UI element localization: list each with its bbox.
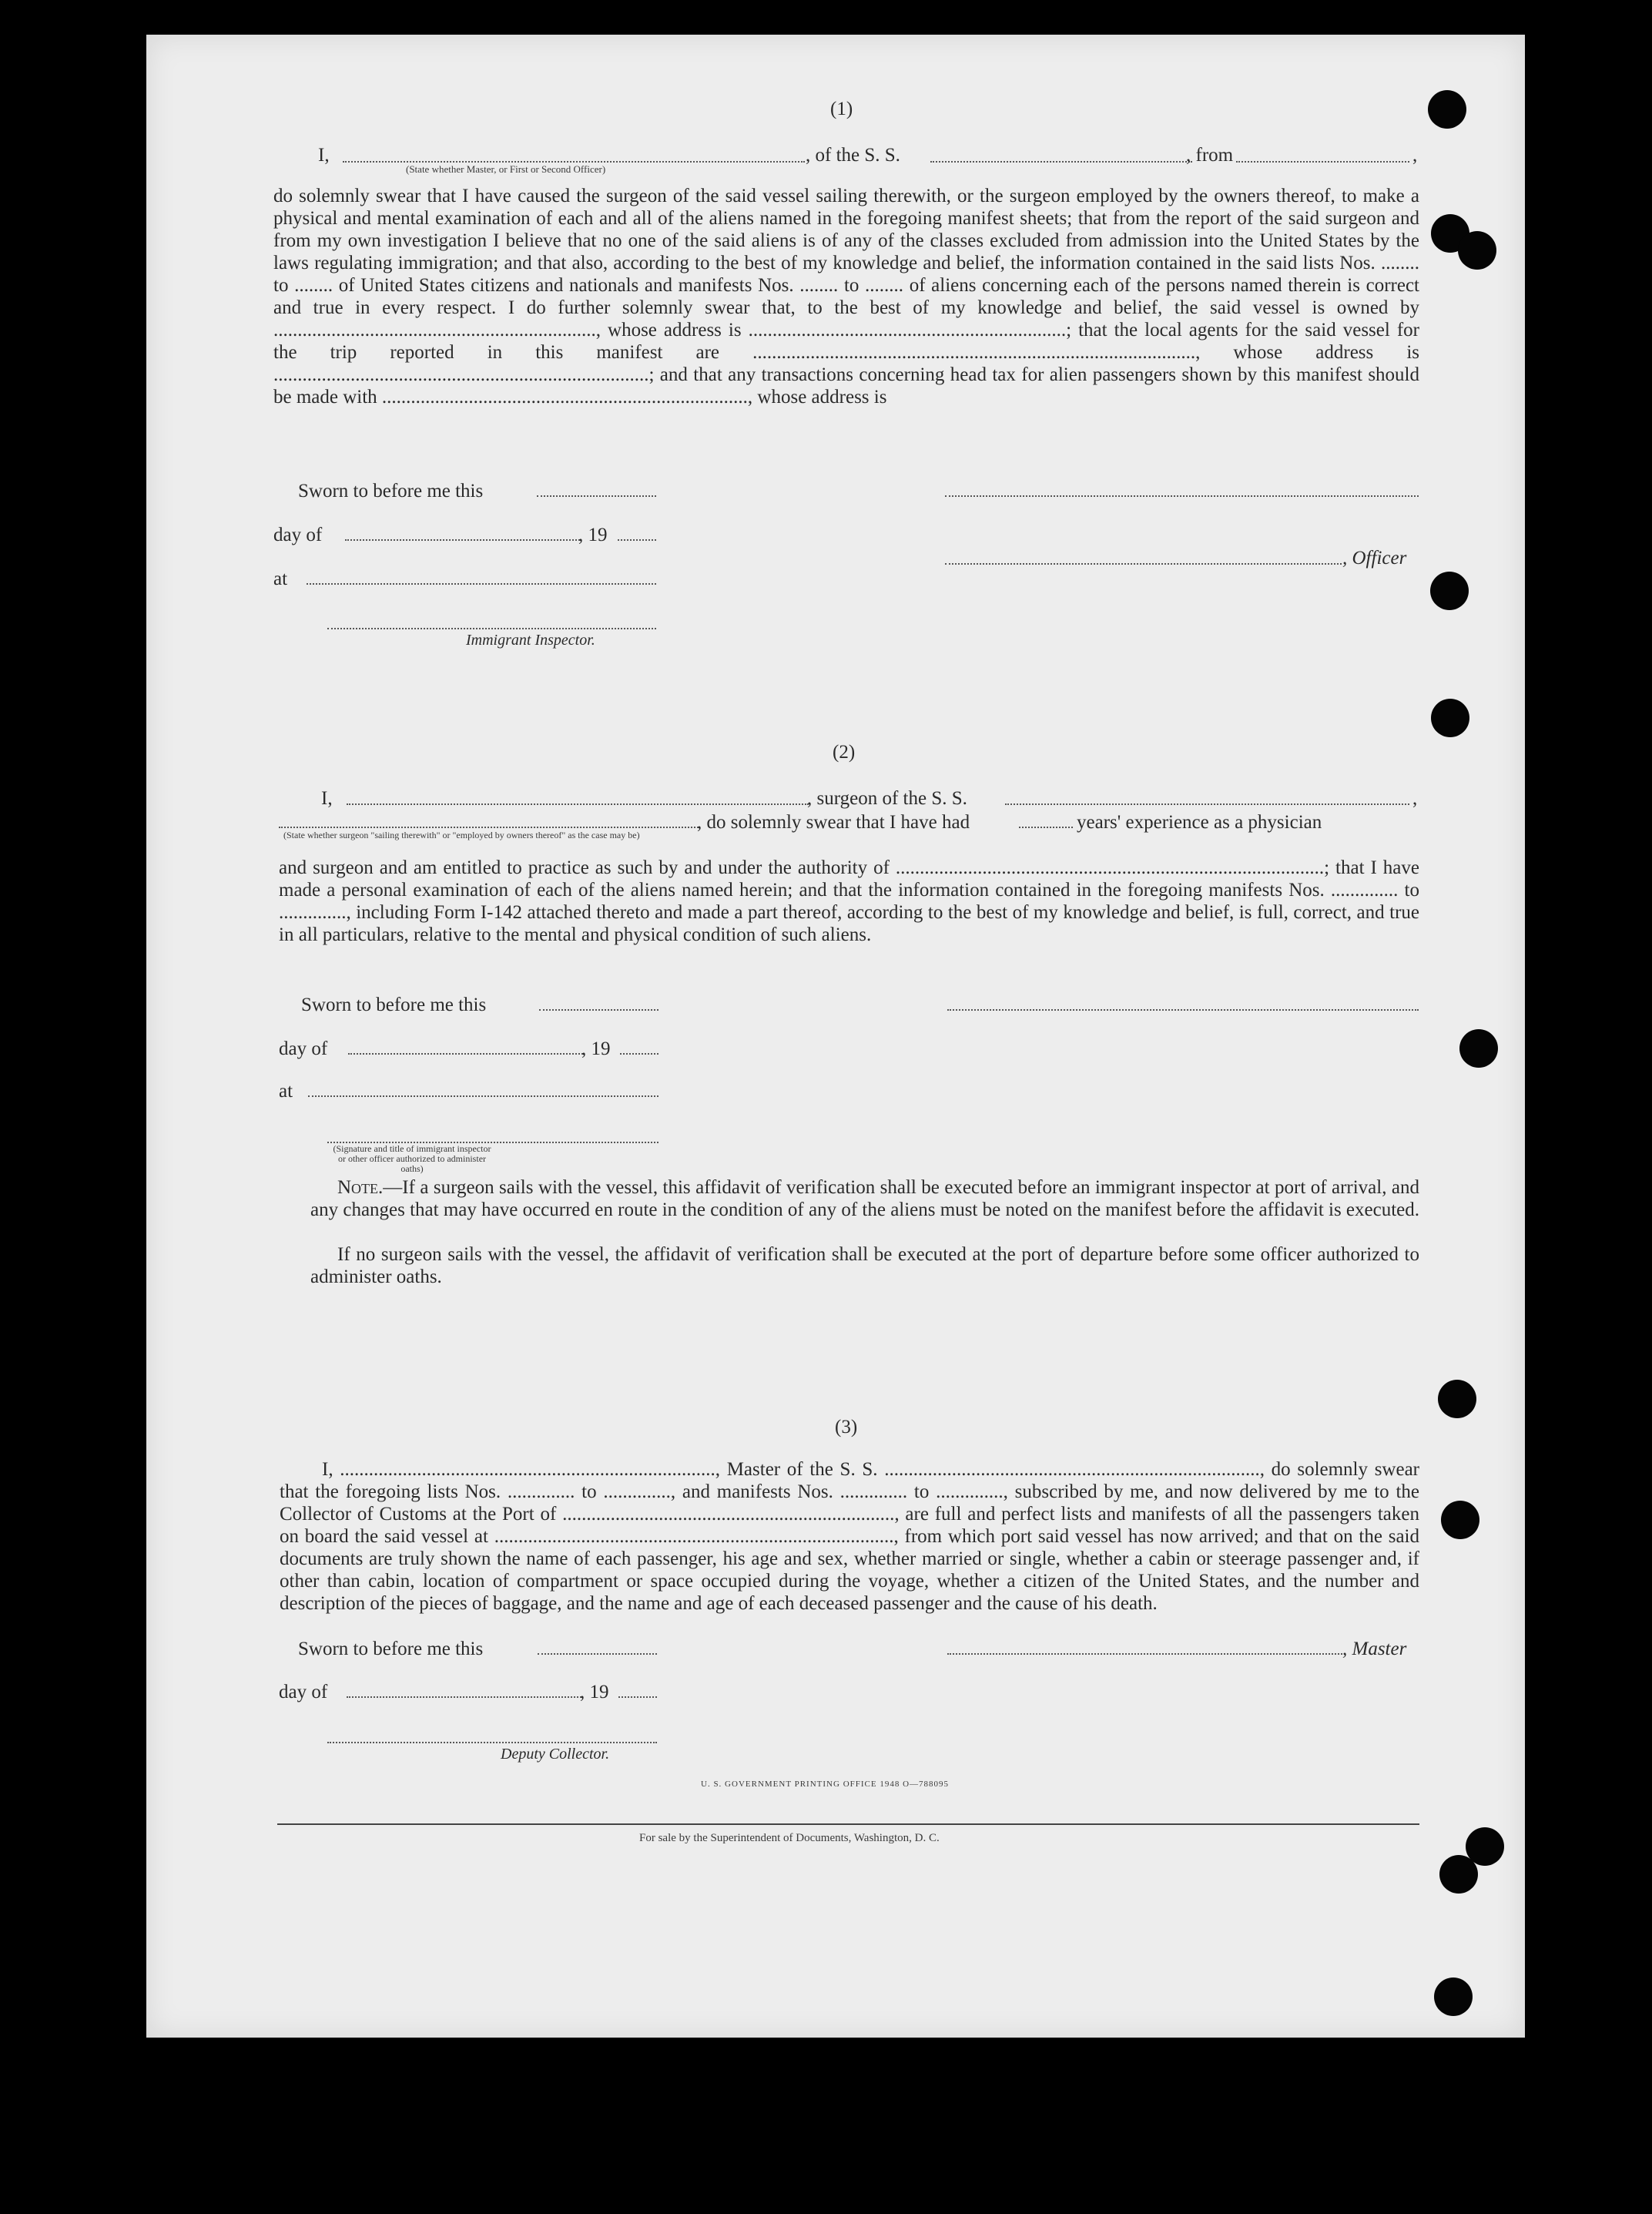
s3-year-label: , 19 bbox=[580, 1682, 609, 1702]
section-3-number: (3) bbox=[835, 1417, 858, 1437]
s2-at-label: at bbox=[279, 1081, 293, 1102]
s2-note-label: Note. bbox=[337, 1177, 384, 1198]
footer-rule bbox=[277, 1823, 1419, 1825]
punch-hole bbox=[1434, 1978, 1473, 2016]
s2-note bbox=[310, 1176, 1419, 1221]
s2-note-text: —If a surgeon sails with the vessel, this affidavit of verification shall be executed before an immigrant inspector at port of arrival, and any changes that may have occurred en route in the condition of any of the aliens must be noted on the manifest before the affidavit is executed. bbox=[310, 1177, 1420, 1220]
punch-hole bbox=[1428, 90, 1466, 129]
s1-signature-blank[interactable] bbox=[945, 495, 1419, 497]
s1-year-blank[interactable] bbox=[618, 539, 656, 541]
s1-at-blank[interactable] bbox=[307, 583, 656, 585]
punch-hole bbox=[1439, 1855, 1478, 1894]
s2-day-blank[interactable] bbox=[348, 1053, 583, 1055]
s2-body: and surgeon and am entitled to practice as such by and under the authority of .........................................................................................; that I have made a personal examination of each of the aliens named herein; and that the information contained in the foregoing manifests Nos. .............. to .............., including Form I-142 attached thereto and made a part thereof, according to the best of my knowledge and belief, is full, correct, and true in all particulars, relative to the mental and physical condition of such aliens. bbox=[279, 857, 1419, 945]
s2-years-label: years' experience as a physician bbox=[1077, 812, 1322, 833]
s1-caption: (State whether Master, or First or Second Officer) bbox=[406, 163, 606, 175]
s3-year-blank[interactable] bbox=[618, 1696, 657, 1698]
s2-day-of-label: day of bbox=[279, 1038, 328, 1059]
s1-officer-label: , Officer bbox=[1342, 548, 1407, 569]
s1-day-blank[interactable] bbox=[345, 539, 580, 541]
s1-inspector-label: Immigrant Inspector. bbox=[466, 632, 595, 649]
s3-sworn-label: Sworn to before me this bbox=[298, 1639, 484, 1659]
punch-hole bbox=[1458, 231, 1496, 270]
s2-year-blank[interactable] bbox=[620, 1053, 658, 1055]
s2-year-label: , 19 bbox=[581, 1038, 611, 1059]
s2-sworn-label: Sworn to before me this bbox=[301, 995, 487, 1015]
s1-of-ss-label: , of the S. S. bbox=[806, 145, 900, 166]
s1-name-blank[interactable] bbox=[343, 161, 805, 163]
s1-at-label: at bbox=[273, 569, 288, 589]
s1-sworn-blank[interactable] bbox=[537, 495, 656, 497]
s2-name-blank[interactable] bbox=[347, 803, 809, 805]
s2-surgeon-label: , surgeon of the S. S. bbox=[807, 788, 967, 809]
form-page bbox=[146, 35, 1525, 2038]
s3-master-label: , Master bbox=[1342, 1639, 1407, 1659]
s3-day-of-label: day of bbox=[279, 1682, 328, 1702]
gpo-imprint: U. S. GOVERNMENT PRINTING OFFICE 1948 O—788095 bbox=[701, 1780, 950, 1789]
s1-body: do solemnly swear that I have caused the surgeon of the said vessel sailing therewith, or the surgeon employed by the owners thereof, to make a physical and mental examination of each and all of the aliens named in the foregoing manifest sheets; that from the report of the said surgeon and from my own investigation I believe that no one of the said aliens is of any of the classes excluded from admission into the United States by the laws regulating immigration; and that also, according to the best of my knowledge and belief, the information contained in the said lists Nos. ........ to ........ of United States citizens and nationals and manifests Nos. ........ to ........ of aliens concerning each of the persons named therein is correct and true in every respect. I do further solemnly swear that, to the best of my knowledge and belief, the said vessel is owned by ..................................................................., whose address is ..................................................................; that the local agents for the said vessel for the trip reported in this manifest are ............................................................................................, whose address is ..............................................................................; and that any transactions concerning head tax for alien passengers shown by this manifest should be made with ............................................................................, whose address is bbox=[273, 186, 1419, 408]
s1-officer-blank[interactable] bbox=[945, 563, 1342, 565]
punch-hole bbox=[1459, 1029, 1498, 1068]
s2-caption: (State whether surgeon "sailing therewith" or "employed by owners thereof" as the case may be) bbox=[283, 830, 640, 840]
s1-i-label: I, bbox=[318, 145, 330, 166]
s2-sig-caption: (Signature and title of immigrant inspector or other officer authorized to administer oaths) bbox=[333, 1143, 491, 1174]
s2-capacity-blank[interactable] bbox=[279, 827, 699, 828]
section-2-number: (2) bbox=[833, 742, 856, 763]
s2-comma: , bbox=[1412, 788, 1418, 809]
s2-sworn-blank[interactable] bbox=[539, 1009, 658, 1011]
s2-years-blank[interactable] bbox=[1019, 827, 1073, 828]
s2-i-label: I, bbox=[321, 788, 333, 809]
s3-collector-label: Deputy Collector. bbox=[501, 1746, 610, 1763]
s3-master-blank[interactable] bbox=[947, 1653, 1342, 1655]
s1-day-of-label: day of bbox=[273, 525, 323, 545]
s2-at-blank[interactable] bbox=[308, 1095, 658, 1097]
punch-hole bbox=[1431, 699, 1469, 737]
punch-hole bbox=[1430, 572, 1469, 610]
s1-comma: , bbox=[1412, 145, 1418, 166]
s2-signature-blank[interactable] bbox=[947, 1009, 1419, 1011]
footer-note: For sale by the Superintendent of Documents, Washington, D. C. bbox=[639, 1832, 940, 1844]
s2-swear-label: , do solemnly swear that I have had bbox=[697, 812, 970, 833]
s1-from-blank[interactable] bbox=[1236, 161, 1409, 163]
punch-hole bbox=[1438, 1380, 1476, 1418]
s1-from-label: , from bbox=[1186, 145, 1234, 166]
s1-vessel-blank[interactable] bbox=[930, 161, 1192, 163]
s3-day-blank[interactable] bbox=[347, 1696, 581, 1698]
punch-hole bbox=[1441, 1501, 1479, 1539]
s1-year-label: , 19 bbox=[578, 525, 608, 545]
s2-note-2: If no surgeon sails with the vessel, the affidavit of verification shall be executed at the port of departure before some officer authorized to administer oaths. bbox=[310, 1244, 1419, 1287]
s2-vessel-blank[interactable] bbox=[1005, 803, 1409, 805]
s3-sworn-blank[interactable] bbox=[538, 1653, 657, 1655]
section-1-number: (1) bbox=[830, 99, 853, 119]
s3-body: I, .............................................................................., Master of the S. S. .............................................................................., do solemnly swear that the foregoing lists Nos. .............. to .............., and manifests Nos. .............. to .............., subscribed by me, and now delivered by me to the Collector of Customs at the Port of ....................................................................., are full and perfect lists and manifests of all the passengers taken on board the said vessel at ..................................................................................., from which port said vessel has now arrived; and that on the said documents are truly shown the name of each passenger, his age and sex, whether married or single, whether a cabin or steerage passenger and, if other than cabin, location of compartment or space occupied during the voyage, whether a citizen of the United States, and the number and description of the pieces of baggage, and the name and age of each deceased passenger and the cause of his death. bbox=[280, 1459, 1419, 1614]
s1-sworn-label: Sworn to before me this bbox=[298, 481, 484, 502]
